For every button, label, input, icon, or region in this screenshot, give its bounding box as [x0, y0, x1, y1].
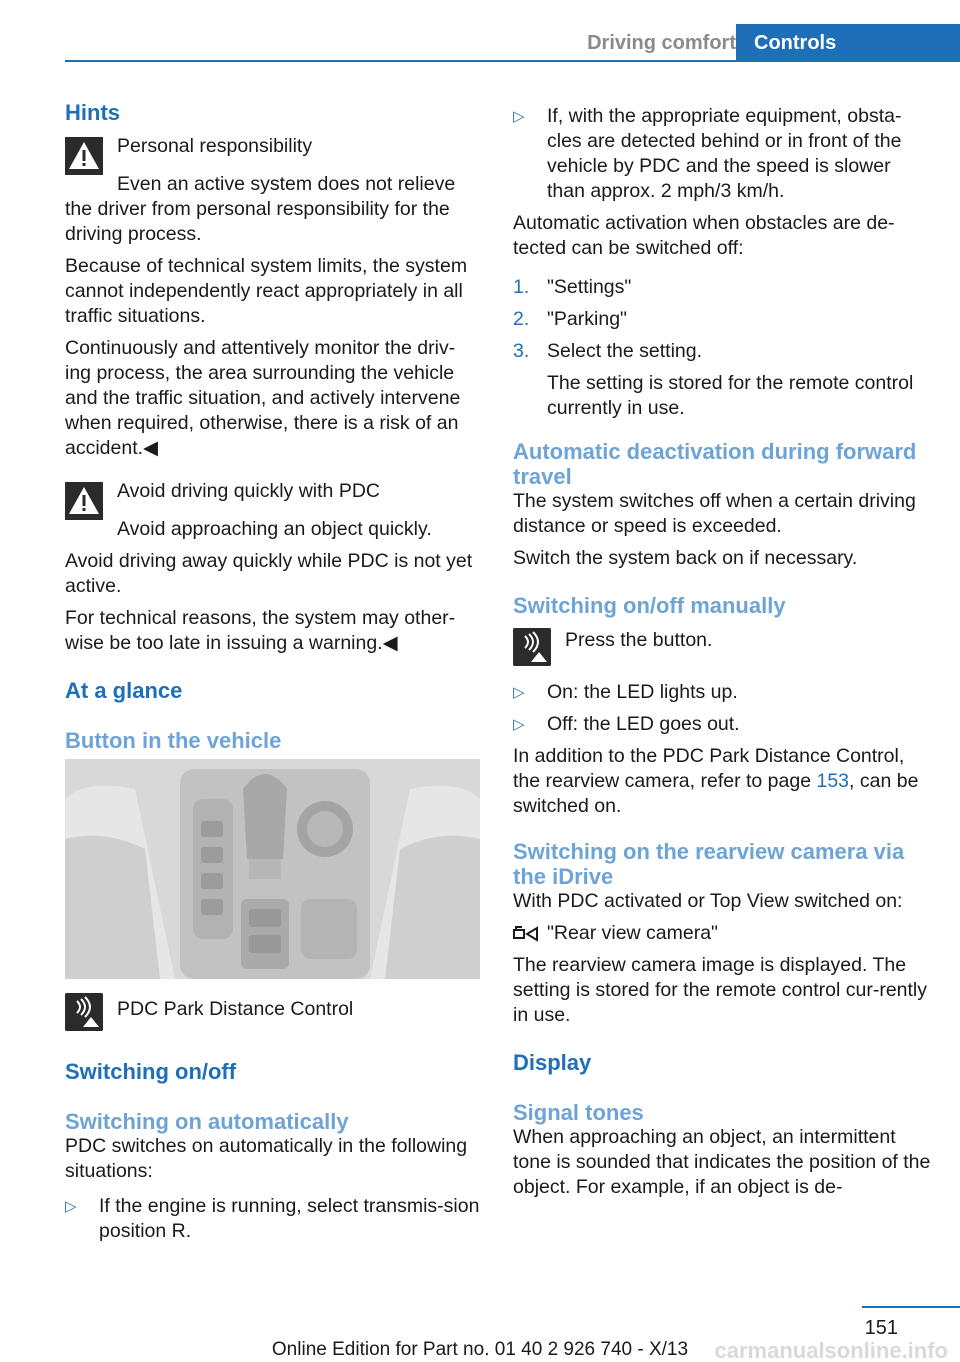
auto-text: PDC switches on automatically in the following situations:: [65, 1135, 468, 1182]
rear-view-menu-item: "Rear view camera": [513, 921, 933, 946]
switching-auto-heading: Switching on automatically: [65, 1109, 349, 1134]
center-console-illustration: [65, 759, 480, 979]
idrive-text: The rearview camera image is displayed. The setting is stored for the remote control cur‐rently in use.: [513, 954, 928, 1026]
button-in-vehicle-heading: Button in the vehicle: [65, 728, 282, 753]
triangle-bullet-icon: ▷: [513, 716, 525, 733]
manual-heading: Switching on/off manually: [513, 593, 786, 618]
idrive-heading: Switching on the rearview camera via the iDrive: [513, 839, 905, 889]
warning-text: Avoid driving away quickly while PDC is not yet active.: [65, 550, 473, 597]
triangle-bullet-icon: ▷: [513, 684, 525, 701]
header-section: Driving comfort: [587, 32, 736, 54]
warning-text: Avoid approaching an object quickly.: [117, 518, 432, 540]
list-item: 2. "Parking": [513, 308, 627, 330]
triangle-bullet-icon: ▷: [65, 1198, 77, 1215]
warning-text: Continuously and attentively monitor the driv‐ing process, the area surrounding the vehicle and the traffic situation, and actively intervene when required, otherwise, there is a risk of an accident.◀: [65, 337, 461, 459]
led-list: [513, 680, 933, 737]
watermark: carmanualsonline.info: [714, 1338, 948, 1362]
list-item: ▷ If, with the appropriate equipment, obsta‐cles are detected behind or in front of the vehicle by PDC and the speed is slower than approx. 2 mph/3 km/h.: [513, 105, 902, 202]
right-column: [513, 104, 933, 1207]
triangle-bullet-icon: ▷: [513, 108, 525, 125]
list-item: ▷ If the engine is running, select transmis‐sion position R.: [65, 1195, 480, 1242]
rear-camera-icon: [513, 925, 539, 943]
signal-tones-text: When approaching an object, an intermittent tone is sounded that indicates the position of the object. For example, if an object is de‐: [513, 1126, 931, 1198]
pdc-caption: PDC Park Distance Control: [117, 998, 354, 1020]
page-reference-link[interactable]: 153: [816, 770, 850, 792]
at-a-glance-heading: At a glance: [65, 678, 183, 703]
warning-title: Avoid driving quickly with PDC: [117, 480, 380, 502]
idrive-text: With PDC activated or Top View switched on:: [513, 890, 903, 912]
camera-reference-text: In addition to the PDC Park Distance Control, the rearview camera, refer to page 153, can be switched on.: [513, 745, 919, 817]
header-rule: [65, 60, 960, 62]
warning-block-responsibility: [65, 134, 480, 174]
warning-block-speed: [65, 479, 480, 519]
auto-deactivation-heading: Automatic deactivation during forward travel: [513, 439, 917, 489]
pdc-button-legend: [65, 993, 480, 1033]
settings-steps: [513, 275, 933, 421]
auto-deactivation-text: Switch the system back on if necessary.: [513, 547, 858, 569]
auto-conditions-list-continued: [513, 104, 933, 204]
list-item: ▷ On: the LED lights up.: [513, 681, 738, 703]
warning-icon: [65, 137, 103, 175]
list-item: 1. "Settings": [513, 276, 632, 298]
signal-tones-heading: Signal tones: [513, 1100, 644, 1125]
left-column: [65, 100, 480, 1251]
auto-deactivation-text: The system switches off when a certain driving distance or speed is exceeded.: [513, 490, 916, 537]
page-number: 151: [864, 1317, 898, 1339]
switching-onoff-heading: Switching on/off: [65, 1059, 237, 1084]
list-item: 3. Select the setting. The setting is stored for the remote control currently in use.: [513, 340, 914, 419]
hints-heading: Hints: [65, 100, 120, 125]
auto-conditions-list: [65, 1194, 480, 1244]
pdc-button-icon: [513, 628, 551, 666]
footer-rule: [862, 1306, 960, 1308]
pdc-button-instruction: [513, 628, 933, 672]
center-console-photo: [65, 759, 480, 979]
auto-activation-text: Automatic activation when obstacles are de‐tected can be switched off:: [513, 212, 895, 259]
warning-icon: [65, 482, 103, 520]
list-item: ▷ Off: the LED goes out.: [513, 713, 740, 735]
warning-text: Even an active system does not relieve the driver from personal responsibility for the driving process.: [65, 173, 456, 245]
edition-line: Online Edition for Part no. 01 40 2 926 740 - X/13: [271, 1339, 689, 1360]
page-header: [0, 24, 960, 62]
warning-text: For technical reasons, the system may other‐wise be too late in issuing a warning.◀: [65, 607, 456, 654]
warning-title: Personal responsibility: [117, 135, 313, 157]
warning-text: Because of technical system limits, the system cannot independently react appropriately in all traffic situations.: [65, 255, 468, 327]
display-heading: Display: [513, 1050, 592, 1075]
press-button-text: Press the button.: [565, 629, 713, 651]
pdc-button-icon: [65, 993, 103, 1031]
header-tab: Controls: [736, 24, 960, 62]
